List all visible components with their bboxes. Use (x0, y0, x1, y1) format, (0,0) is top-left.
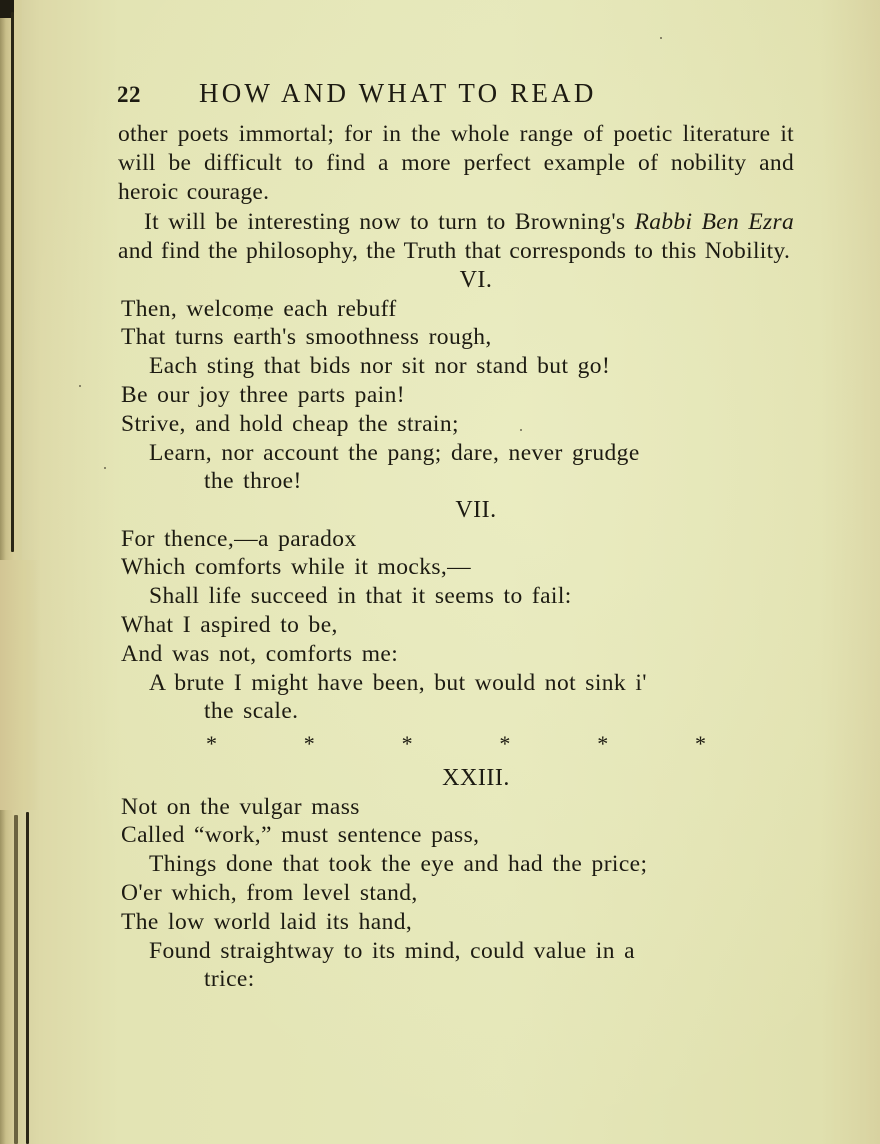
text-run: other poets immortal; for in the whole range of poetic literature it will be difficult to find a more perfect example of nobility and heroic courage. (118, 121, 794, 206)
verse-line: That turns earth's smoothness rough, (121, 324, 492, 351)
verse-line: Things done that took the eye and had the price; (149, 851, 648, 878)
verse-line: The low world laid its hand, (121, 908, 413, 935)
binding-scan-smear (0, 560, 40, 810)
stanza-xxiii (118, 764, 794, 994)
asterisk: * (303, 731, 315, 757)
verse-line: Which comforts while it mocks,— (121, 554, 472, 581)
verse-line: Be our joy three parts pain! (121, 381, 405, 408)
text-run: It will be interesting now to turn to Browning's (144, 208, 635, 235)
stanza-vii (118, 496, 794, 726)
paper-speck (660, 37, 662, 39)
verse-line: And was not, comforts me: (121, 640, 399, 667)
ellipsis-asterisks (206, 730, 706, 758)
verse-line: the throe! (204, 468, 302, 495)
stanza-number: XXIII. (442, 765, 510, 792)
verse-line: Learn, nor account the pang; dare, never grudge (149, 439, 640, 466)
verse-line: the scale. (204, 698, 299, 725)
asterisk: * (499, 731, 511, 757)
running-head (117, 78, 597, 109)
stanza-lines (118, 295, 794, 497)
asterisk: * (206, 731, 217, 757)
prose-section (118, 120, 794, 266)
page-number: 22 (117, 82, 141, 107)
verse-line: What I aspired to be, (121, 611, 338, 638)
book-title: HOW AND WHAT TO READ (199, 78, 597, 108)
paper-speck (79, 385, 81, 387)
text-run: and find the philosophy, the Truth that corresponds to this Nobility. (118, 237, 791, 264)
italic-title: Rabbi Ben Ezra (634, 208, 794, 235)
prose-paragraph (118, 120, 794, 208)
binding-gutter-line (11, 12, 14, 552)
asterisk: * (597, 731, 609, 757)
stanza-lines (118, 525, 794, 727)
binding-gutter-line (26, 812, 29, 1144)
verse-line: Called “work,” must sentence pass, (121, 822, 480, 849)
page-body (118, 120, 794, 994)
stanza-number: VII. (455, 497, 497, 524)
stanza-lines (118, 793, 794, 995)
verse-line: Strive, and hold cheap the strain; (121, 410, 459, 437)
verse-line: Found straightway to its mind, could value in a (149, 937, 635, 964)
verse-line: Shall life succeed in that it seems to fail: (149, 583, 572, 610)
verse-line: O'er which, from level stand, (121, 880, 418, 907)
verse-line: A brute I might have been, but would not sink i' (149, 669, 647, 696)
prose-paragraph (118, 208, 794, 266)
asterisk: * (694, 731, 706, 757)
verse-line: Then, welcome each rebuff (121, 295, 397, 322)
verse-line: trice: (204, 966, 255, 993)
verse-line: For thence,—a paradox (121, 525, 357, 552)
paper-speck (104, 467, 106, 469)
binding-gutter-line (14, 815, 18, 1144)
verse-line: Not on the vulgar mass (121, 793, 360, 820)
stanza-vi (118, 266, 794, 496)
asterisk: * (401, 731, 413, 757)
verse-line: Each sting that bids nor sit nor stand but go! (149, 353, 611, 380)
stanza-number: VI. (459, 267, 493, 294)
